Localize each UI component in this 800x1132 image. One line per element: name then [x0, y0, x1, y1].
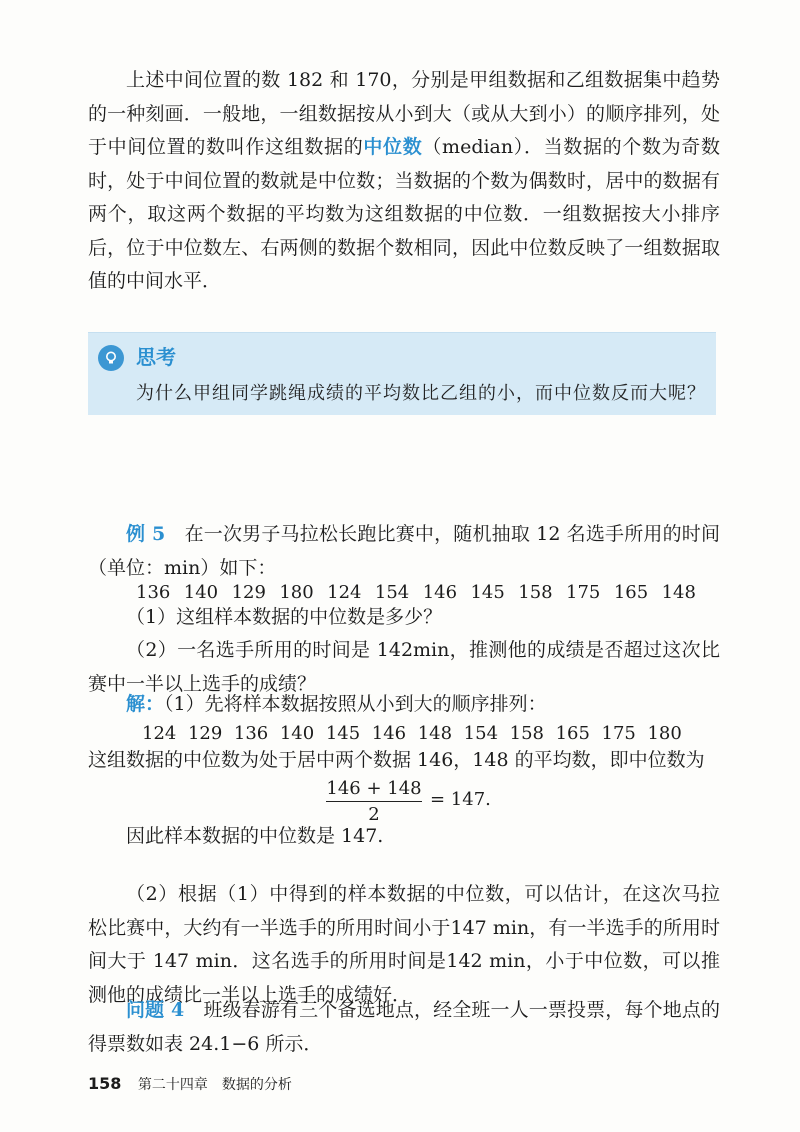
solution-part-2: （2）根据（1）中得到的样本数据的中位数，可以估计，在这次马拉松比赛中，大约有一半选手的所用时间小于147 min，有一半选手的所用时间大于 147 min．这名选手的所用时间是142 min，小于中位数，可以推测他的成绩比一半以上选手的成绩好．: [88, 883, 720, 1006]
chapter-title: 第二十四章 数据的分析: [137, 1077, 292, 1093]
intro-paragraph: [88, 64, 720, 299]
median-fraction: [326, 778, 422, 825]
page-footer: [88, 1074, 292, 1094]
fraction-numerator: 146 + 148: [326, 778, 422, 802]
fraction-result: = 147.: [430, 789, 491, 810]
problem-label: 问题 4: [126, 999, 185, 1021]
sorted-value: 154: [463, 723, 499, 744]
median-term: 中位数: [363, 136, 423, 158]
raw-data-row: [136, 582, 696, 603]
data-value: 180: [279, 582, 314, 603]
sorted-value: 145: [325, 723, 361, 744]
data-value: 146: [422, 582, 458, 603]
sorted-value: 129: [187, 723, 223, 744]
solution-text-1: （1）先将样本数据按照从小到大的顺序排列：: [164, 693, 547, 715]
solution-label: 解：: [126, 693, 165, 715]
problem-text: 班级春游有三个备选地点，经全班一人一票投票，每个地点的得票数如表 24.1−6 所示．: [88, 999, 720, 1055]
example-paragraph: [88, 518, 720, 585]
sorted-value: 136: [233, 723, 269, 744]
data-value: 148: [661, 582, 696, 603]
example-label: 例 5: [126, 523, 166, 545]
sorted-value: 175: [601, 723, 636, 744]
sorted-value: 180: [647, 723, 682, 744]
data-value: 129: [231, 582, 266, 603]
sorted-value: 146: [371, 723, 407, 744]
lightbulb-icon: [98, 345, 124, 371]
data-value: 145: [470, 582, 505, 603]
data-value: 136: [136, 582, 171, 603]
intro-text-b: （median）．当数据的个数为奇数时，处于中间位置的数就是中位数；当数据的个数为偶数时，居中的数据有两个，取这两个数据的平均数为这组数据的中位数．一组数据按大小排序后，位于中位数左、右两侧的数据个数相同，因此中位数反映了一组数据取值的中间水平．: [88, 136, 720, 292]
sorted-value: 165: [555, 723, 590, 744]
fraction-denominator: 2: [368, 804, 380, 825]
question-2: （2）一名选手所用的时间是 142min，推测他的成绩是否超过这次比赛中一半以上选手的成绩？: [88, 639, 720, 695]
think-box: [88, 332, 716, 415]
data-value: 175: [566, 582, 601, 603]
data-value: 154: [374, 582, 410, 603]
page-number: 158: [88, 1074, 122, 1093]
solution-step-1: [88, 688, 720, 722]
data-value: 165: [613, 582, 649, 603]
data-value: 158: [518, 582, 553, 603]
sorted-value: 124: [142, 723, 177, 744]
problem-paragraph: [88, 994, 720, 1061]
sorted-value: 140: [279, 723, 315, 744]
example-text: 在一次男子马拉松长跑比赛中，随机抽取 12 名选手所用的时间（单位：min）如下：: [88, 523, 720, 579]
sorted-value: 158: [509, 723, 544, 744]
solution-step-2: 这组数据的中位数为处于居中两个数据 146，148 的平均数，即中位数为: [88, 749, 705, 771]
think-question: 为什么甲组同学跳绳成绩的平均数比乙组的小，而中位数反而大呢？: [136, 383, 706, 404]
question-1: （1）这组样本数据的中位数是多少？: [126, 606, 443, 628]
sorted-value: 148: [417, 723, 453, 744]
intro-text-a: 上述中间位置的数 182 和 170，分别是甲组数据和乙组数据集中趋势的一种刻画．一般地，一组数据按从小到大（或从大到小）的顺序排列，处于中间位置的数叫作这组数据的: [88, 69, 720, 158]
think-title: 思考: [136, 345, 176, 369]
data-value: 140: [183, 582, 219, 603]
sorted-data-row: [142, 723, 682, 744]
data-value: 124: [327, 582, 362, 603]
solution-conclusion: 因此样本数据的中位数是 147.: [126, 825, 384, 847]
